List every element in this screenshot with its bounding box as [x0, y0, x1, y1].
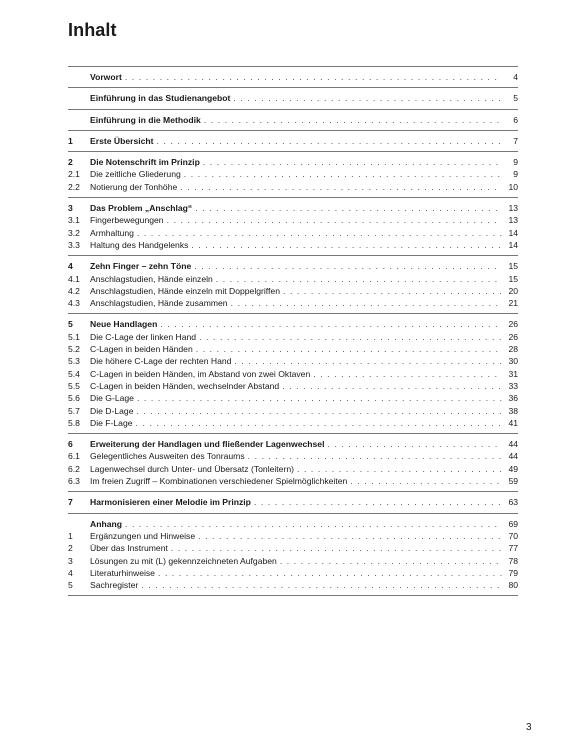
entry-number: 5.8 [68, 417, 80, 428]
dot-leader [350, 475, 502, 487]
dot-leader [160, 318, 502, 330]
toc-entry[interactable] [68, 227, 518, 239]
entry-page-number: 31 [508, 368, 518, 379]
dot-leader [254, 496, 502, 508]
entry-title: Armhaltung [90, 227, 134, 238]
entry-title: Einführung in die Methodik [90, 114, 201, 125]
dot-leader [191, 239, 502, 251]
entry-page-number: 26 [508, 319, 518, 330]
entry-title: Fingerbewegungen [90, 215, 164, 226]
toc-entry[interactable] [68, 331, 518, 343]
toc-entry[interactable] [68, 530, 518, 542]
toc-entry[interactable] [68, 579, 518, 591]
entry-number: 4 [68, 261, 73, 272]
toc-entry[interactable] [68, 92, 518, 104]
entry-page-number: 77 [508, 543, 518, 554]
entry-title: Harmonisieren einer Melodie im Prinzip [90, 497, 251, 508]
entry-number: 3.2 [68, 227, 80, 238]
entry-title: Die G-Lage [90, 393, 134, 404]
entry-number: 5.2 [68, 344, 80, 355]
dot-leader [204, 114, 502, 126]
entry-number: 6.1 [68, 451, 80, 462]
dot-leader [137, 227, 502, 239]
entry-title: Einführung in das Studienangebot [90, 93, 231, 104]
entry-number: 5 [68, 319, 73, 330]
toc-section [68, 109, 518, 130]
dot-leader [280, 555, 502, 567]
toc-entry[interactable] [68, 114, 518, 126]
toc-section [68, 130, 518, 151]
entry-page-number: 30 [508, 356, 518, 367]
toc-section [68, 87, 518, 108]
entry-page-number: 13 [508, 215, 518, 226]
entry-number: 5.1 [68, 331, 80, 342]
toc-entry[interactable] [68, 273, 518, 285]
entry-title: Zehn Finger – zehn Töne [90, 261, 192, 272]
toc-entry[interactable] [68, 475, 518, 487]
dot-leader [184, 168, 502, 180]
toc-entry[interactable] [68, 496, 518, 508]
entry-number: 7 [68, 497, 73, 508]
entry-page-number: 10 [508, 181, 518, 192]
entry-number: 2 [68, 543, 73, 554]
dot-leader [313, 368, 502, 380]
entry-title: Lagenwechsel durch Unter- und Übersatz (Tonleitern) [90, 463, 294, 474]
entry-title: Die D-Lage [90, 405, 134, 416]
toc-entry[interactable] [68, 463, 518, 475]
entry-number: 4.1 [68, 273, 80, 284]
entry-title: Sachregister [90, 580, 139, 591]
dot-leader [248, 450, 502, 462]
dot-leader [158, 567, 502, 579]
toc-section [68, 513, 518, 597]
dot-leader [136, 405, 502, 417]
entry-title: Gelegentliches Ausweiten des Tonraums [90, 451, 245, 462]
toc-entry[interactable] [68, 438, 518, 450]
toc-section [68, 197, 518, 255]
dot-leader [216, 273, 502, 285]
entry-number: 5.4 [68, 368, 80, 379]
entry-page-number: 15 [508, 273, 518, 284]
entry-page-number: 21 [508, 298, 518, 309]
entry-title: Die C-Lage der linken Hand [90, 331, 197, 342]
dot-leader [233, 92, 502, 104]
entry-page-number: 15 [508, 261, 518, 272]
entry-page-number: 38 [508, 405, 518, 416]
entry-number: 5 [68, 580, 73, 591]
entry-page-number: 7 [513, 135, 518, 146]
entry-title: Die zeitliche Gliederung [90, 169, 181, 180]
entry-title: Anhang [90, 518, 122, 529]
dot-leader [203, 156, 502, 168]
dot-leader [198, 530, 502, 542]
toc-entry[interactable] [68, 368, 518, 380]
toc-entry[interactable] [68, 343, 518, 355]
entry-page-number: 6 [513, 114, 518, 125]
entry-number: 5.3 [68, 356, 80, 367]
entry-page-number: 44 [508, 439, 518, 450]
entry-title: Erweiterung der Handlagen und fließender Lagenwechsel [90, 439, 325, 450]
entry-title: Erste Übersicht [90, 135, 154, 146]
entry-number: 3.3 [68, 239, 80, 250]
dot-leader [194, 260, 502, 272]
dot-leader [234, 355, 502, 367]
toc-entry[interactable] [68, 71, 518, 83]
toc-section [68, 255, 518, 313]
toc-entry[interactable] [68, 214, 518, 226]
entry-title: C-Lagen in beiden Händen, im Abstand von zwei Oktaven [90, 368, 311, 379]
dot-leader [231, 297, 502, 309]
entry-page-number: 14 [508, 227, 518, 238]
toc-entry[interactable] [68, 555, 518, 567]
entry-number: 1 [68, 135, 73, 146]
toc-entry[interactable] [68, 450, 518, 462]
entry-page-number: 36 [508, 393, 518, 404]
entry-page-number: 9 [513, 157, 518, 168]
toc-entry[interactable] [68, 567, 518, 579]
entry-title: Ergänzungen und Hinweise [90, 530, 196, 541]
entry-number: 4 [68, 567, 73, 578]
entry-page-number: 63 [508, 497, 518, 508]
entry-number: 3 [68, 555, 73, 566]
entry-page-number: 4 [513, 72, 518, 82]
entry-title: Anschlagstudien, Hände einzeln mit Doppelgriffen [90, 285, 280, 296]
entry-title: Literaturhinweise [90, 567, 155, 578]
entry-number: 6 [68, 439, 73, 450]
dot-leader [195, 202, 502, 214]
dot-leader [136, 417, 502, 429]
entry-page-number: 70 [508, 530, 518, 541]
dot-leader [141, 579, 502, 591]
entry-title: Lösungen zu mit (L) gekennzeichneten Aufgaben [90, 555, 277, 566]
entry-title: Die Notenschrift im Prinzip [90, 157, 200, 168]
entry-number: 5.6 [68, 393, 80, 404]
entry-title: C-Lagen in beiden Händen, wechselnder Abstand [90, 380, 280, 391]
dot-leader [125, 518, 502, 530]
entry-title: Die F-Lage [90, 417, 133, 428]
entry-title: C-Lagen in beiden Händen [90, 344, 193, 355]
entry-title: Haltung des Handgelenks [90, 239, 189, 250]
entry-number: 2.1 [68, 169, 80, 180]
toc-entry[interactable] [68, 156, 518, 168]
entry-number: 4.2 [68, 285, 80, 296]
page-number: 3 [526, 722, 532, 733]
entry-title: Im freien Zugriff – Kombinationen verschiedener Spielmöglichkeiten [90, 476, 348, 487]
toc-entry[interactable] [68, 168, 518, 180]
entry-number: 3 [68, 203, 73, 214]
entry-title: Notierung der Tonhöhe [90, 181, 178, 192]
toc-section [68, 433, 518, 491]
entry-title: Anschlagstudien, Hände zusammen [90, 298, 228, 309]
entry-page-number: 26 [508, 331, 518, 342]
toc-entry[interactable] [68, 202, 518, 214]
entry-page-number: 78 [508, 555, 518, 566]
entry-page-number: 69 [508, 518, 518, 529]
toc-section [68, 491, 518, 512]
entry-number: 1 [68, 530, 73, 541]
entry-number: 3.1 [68, 215, 80, 226]
entry-title: Vorwort [90, 72, 122, 82]
toc-section [68, 151, 518, 197]
toc-entry[interactable] [68, 297, 518, 309]
toc-entry[interactable] [68, 135, 518, 147]
dot-leader [327, 438, 502, 450]
entry-page-number: 44 [508, 451, 518, 462]
dot-leader [125, 71, 502, 83]
entry-number: 6.3 [68, 476, 80, 487]
entry-number: 6.2 [68, 463, 80, 474]
toc-entry[interactable] [68, 260, 518, 272]
table-of-contents [68, 66, 518, 596]
toc-entry[interactable] [68, 285, 518, 297]
toc-entry[interactable] [68, 239, 518, 251]
toc-entry[interactable] [68, 355, 518, 367]
toc-entry[interactable] [68, 392, 518, 404]
entry-page-number: 20 [508, 285, 518, 296]
dot-leader [196, 343, 502, 355]
entry-page-number: 13 [508, 203, 518, 214]
entry-title: Über das Instrument [90, 543, 168, 554]
toc-section [68, 313, 518, 433]
entry-page-number: 28 [508, 344, 518, 355]
dot-leader [282, 380, 502, 392]
dot-leader [137, 392, 502, 404]
dot-leader [157, 135, 502, 147]
entry-page-number: 33 [508, 380, 518, 391]
dot-leader [297, 463, 502, 475]
dot-leader [199, 331, 502, 343]
toc-entry[interactable] [68, 518, 518, 530]
toc-entry[interactable] [68, 417, 518, 429]
entry-page-number: 41 [508, 417, 518, 428]
entry-page-number: 80 [508, 580, 518, 591]
toc-entry[interactable] [68, 542, 518, 554]
dot-leader [283, 285, 502, 297]
toc-section [68, 66, 518, 87]
entry-number: 2.2 [68, 181, 80, 192]
dot-leader [167, 214, 502, 226]
entry-title: Anschlagstudien, Hände einzeln [90, 273, 213, 284]
entry-page-number: 59 [508, 476, 518, 487]
entry-page-number: 14 [508, 239, 518, 250]
entry-page-number: 5 [513, 93, 518, 104]
entry-number: 2 [68, 157, 73, 168]
entry-number: 5.7 [68, 405, 80, 416]
toc-entry[interactable] [68, 405, 518, 417]
dot-leader [180, 181, 502, 193]
entry-page-number: 79 [508, 567, 518, 578]
page-title: Inhalt [68, 20, 117, 40]
entry-number: 4.3 [68, 298, 80, 309]
entry-title: Das Problem „Anschlag“ [90, 203, 193, 214]
toc-entry[interactable] [68, 318, 518, 330]
toc-entry[interactable] [68, 380, 518, 392]
toc-entry[interactable] [68, 181, 518, 193]
entry-page-number: 9 [513, 169, 518, 180]
entry-title: Die höhere C-Lage der rechten Hand [90, 356, 232, 367]
entry-title: Neue Handlagen [90, 319, 158, 330]
entry-page-number: 49 [508, 463, 518, 474]
dot-leader [171, 542, 502, 554]
entry-number: 5.5 [68, 380, 80, 391]
